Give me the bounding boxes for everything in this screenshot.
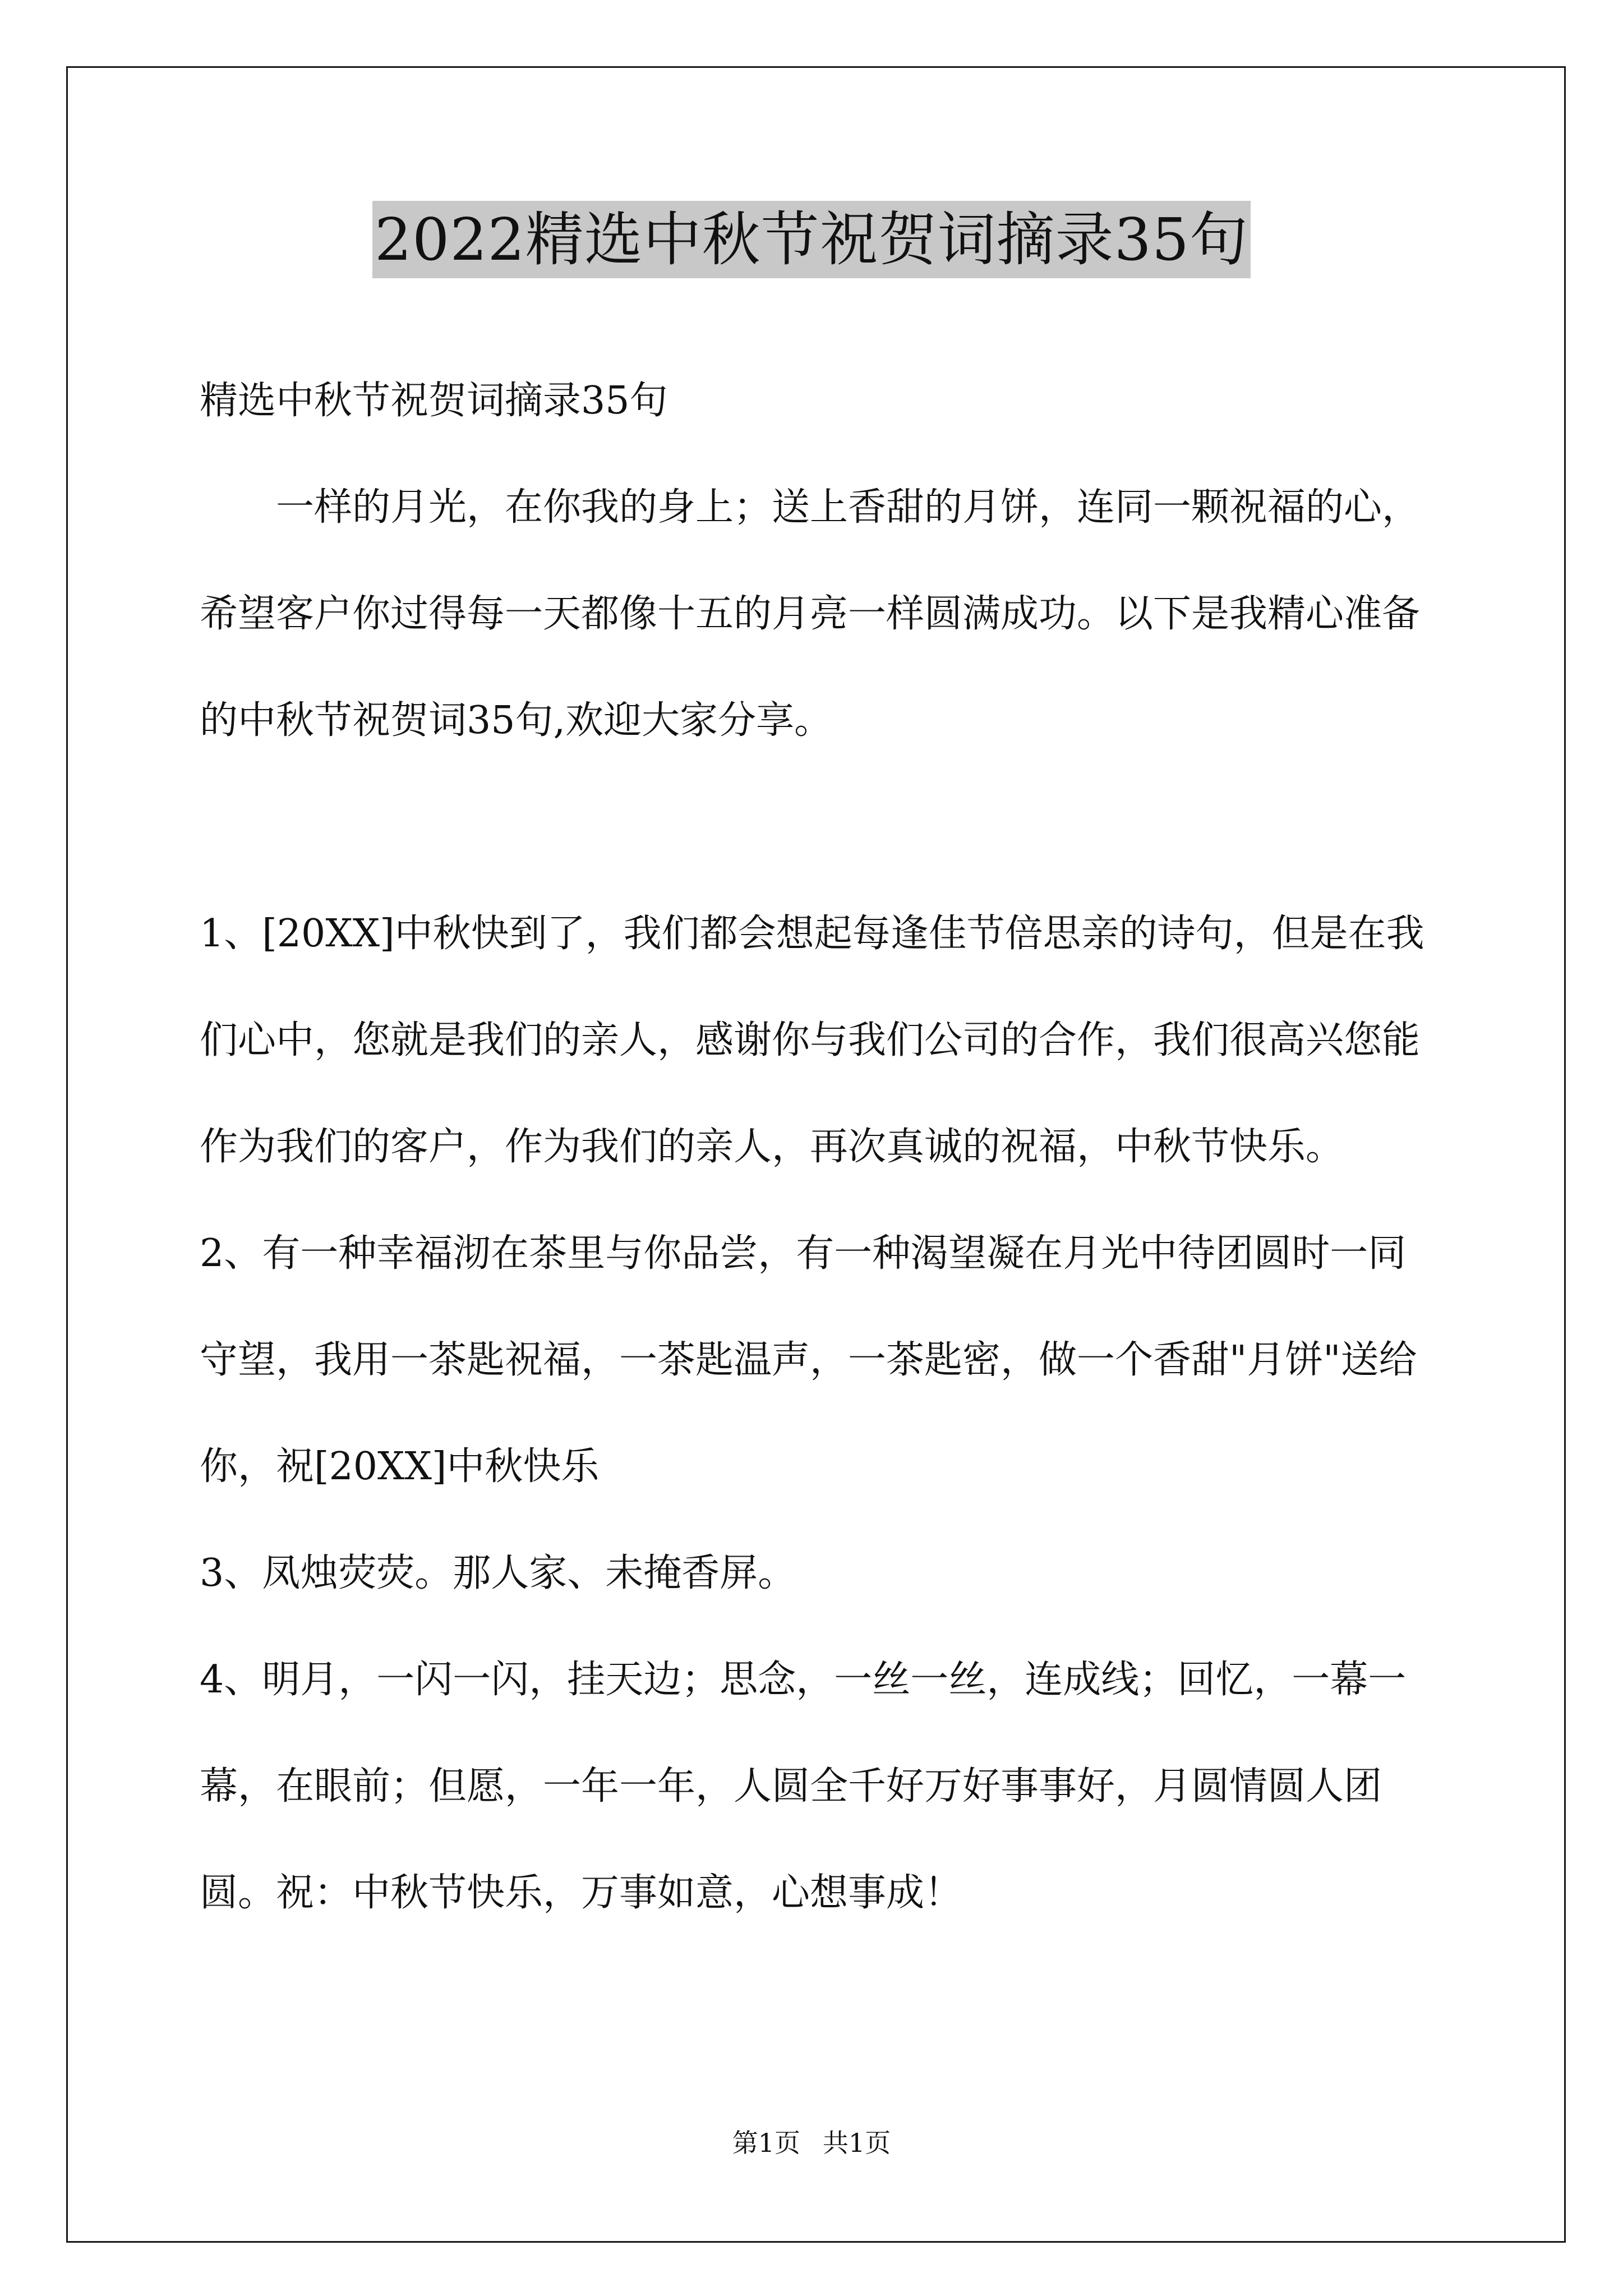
paragraph-spacer xyxy=(200,774,1433,881)
document-body xyxy=(200,348,1433,1947)
document-title: 2022精选中秋节祝贺词摘录35句 xyxy=(372,201,1251,278)
document-subtitle: 精选中秋节祝贺词摘录35句 xyxy=(200,379,668,423)
list-item-1: 1、[20XX]中秋快到了，我们都会想起每逢佳节倍思亲的诗句，但是在我们心中，您就是我们的亲人，感谢你与我们公司的合作，我们很高兴您能作为我们的客户，作为我们的亲人，再次真诚的祝福，中秋节快乐。 xyxy=(200,912,1424,1169)
list-item-2: 2、有一种幸福沏在茶里与你品尝，有一种渴望凝在月光中待团圆时一同守望，我用一茶匙祝福，一茶匙温声，一茶匙密，做一个香甜"月饼"送给你，祝[20XX]中秋快乐 xyxy=(200,1231,1417,1489)
page-number: 第1页 xyxy=(732,2128,800,2158)
title-container xyxy=(0,201,1623,278)
intro-paragraph: 一样的月光，在你我的身上；送上香甜的月饼，连同一颗祝福的心，希望客户你过得每一天都像十五的月亮一样圆满成功。以下是我精心准备的中秋节祝贺词35句,欢迎大家分享。 xyxy=(200,485,1421,743)
list-item-3: 3、凤烛荧荧。那人家、未掩香屏。 xyxy=(200,1551,796,1595)
page-total: 共1页 xyxy=(823,2128,891,2158)
list-item-4: 4、明月，一闪一闪，挂天边；思念，一丝一丝，连成线；回忆，一幕一幕，在眼前；但愿，一年一年，人圆全千好万好事事好，月圆情圆人团圆。祝：中秋节快乐，万事如意，心想事成！ xyxy=(200,1658,1407,1915)
page-footer xyxy=(0,2126,1623,2160)
